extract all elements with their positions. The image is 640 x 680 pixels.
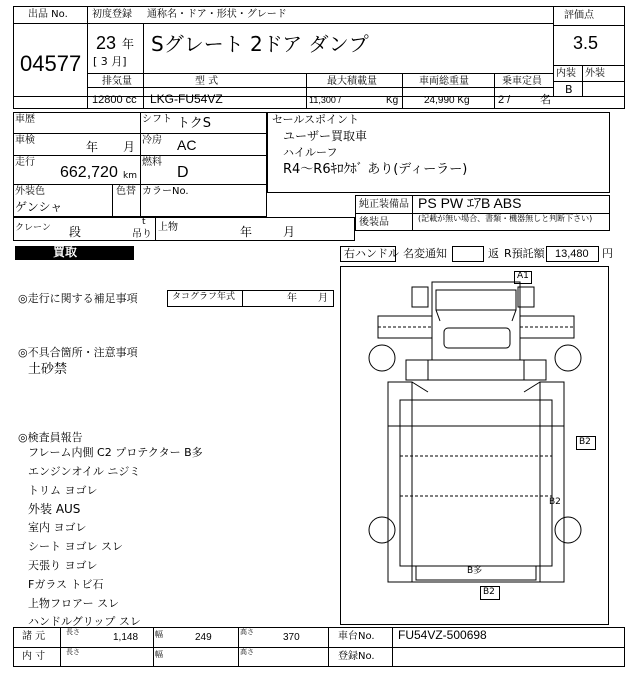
first-reg-year: 23 xyxy=(96,33,117,53)
roof-label: 上物 xyxy=(158,222,178,233)
tacho-month: 月 xyxy=(318,293,328,304)
damage-label-b-many: B多 xyxy=(467,566,483,576)
tacho-year: 年 xyxy=(287,293,297,304)
height-label: 高さ xyxy=(240,628,254,636)
inspector-item: トリム ヨゴレ xyxy=(28,484,98,497)
selling-point-item: ハイルーフ xyxy=(283,146,338,159)
capacity-label: 乗車定員 xyxy=(502,76,542,87)
selling-point-item: ユーザー買取車 xyxy=(283,129,368,143)
tacho-label: タコグラフ年式 xyxy=(172,292,236,302)
max-load-label: 最大積載量 xyxy=(327,76,377,87)
length-label: 長さ xyxy=(66,628,80,636)
inspector-item: フレーム内側 C2 プロテクター B多 xyxy=(28,446,203,459)
capacity-unit: 名 xyxy=(540,93,551,106)
crane-lift-unit: t xyxy=(142,217,146,227)
inspection-month: 月 xyxy=(123,140,136,154)
first-reg-label: 初度登録 xyxy=(92,9,132,20)
crane-stage: 段 xyxy=(69,225,82,239)
displacement-label: 排気量 xyxy=(102,76,132,87)
lot-label: 出品 No. xyxy=(28,9,68,20)
shift-label: シフト xyxy=(142,114,172,125)
displacement: 12800 cc xyxy=(92,94,137,106)
max-load: 11,300 / xyxy=(309,95,341,105)
interior-width-label: 幅 xyxy=(155,650,163,659)
ext-color-value: ゲンシャ xyxy=(15,200,63,214)
fuel-value: D xyxy=(177,164,189,181)
gross-weight-label: 車両総重量 xyxy=(419,76,469,87)
inspector-item: Fガラス トビ石 xyxy=(28,578,104,591)
crane-lift: 吊り xyxy=(132,229,152,240)
length-value: 1,148 xyxy=(113,632,139,643)
model-code-label: 型 式 xyxy=(195,76,219,87)
defect-title: ◎不具合箇所・注意事項 xyxy=(18,346,138,359)
interior-length-label: 長さ xyxy=(66,648,80,656)
mileage-label: 走行 xyxy=(15,157,35,168)
score: 3.5 xyxy=(573,33,599,53)
model-code: LKG-FU54VZ xyxy=(150,92,223,106)
model-info-label: 通称名・ドア・形状・グレード xyxy=(147,9,287,20)
equipment-value: PS PW ｴｱB ABS xyxy=(418,195,522,211)
model-info: Sグレート 2ドア ダンプ xyxy=(151,32,369,56)
interior-grade-label: 内装 xyxy=(556,68,576,79)
inspector-item: ハンドルグリップ スレ xyxy=(28,615,141,628)
width-label: 幅 xyxy=(155,630,163,639)
damage-label-b2-inner: B2 xyxy=(549,497,561,507)
capacity: 2 / xyxy=(498,94,511,106)
purchase-banner-text: 買取 xyxy=(53,245,78,259)
year-unit: 年 xyxy=(122,37,135,51)
equipment-label: 純正装備品 xyxy=(359,199,409,210)
shift-value: トクS xyxy=(177,116,211,131)
inspector-item: シート ヨゴレ スレ xyxy=(28,540,123,553)
plate-return-label: 返 xyxy=(488,247,499,260)
ext-color-label: 外装色 xyxy=(15,186,45,197)
selling-point-item: R4～R6ｷﾛｸﾎﾞ あり(ディーラー) xyxy=(283,162,468,177)
inspector-item: 外装 AUS xyxy=(28,502,81,516)
damage-label-b2-right: B2 xyxy=(579,437,591,447)
inspection-year: 年 xyxy=(86,140,99,154)
post-install-label: 後装品 xyxy=(359,217,389,228)
width-value: 249 xyxy=(195,632,212,643)
damage-label-b2-bottom: B2 xyxy=(483,587,495,597)
inspector-title: ◎検査員報告 xyxy=(18,431,83,444)
name-change-box xyxy=(452,246,484,262)
yen-unit: 円 xyxy=(602,247,613,260)
ac-label: 冷房 xyxy=(142,135,162,146)
chassis-label: 車台No. xyxy=(338,631,375,642)
mileage-unit: km xyxy=(123,171,137,181)
defect-item: 土砂禁 xyxy=(28,362,68,377)
interior-height-label: 高さ xyxy=(240,648,254,656)
exterior-grade-label: 外装 xyxy=(585,68,605,79)
misc-label: 諸 元 xyxy=(22,631,46,642)
post-install-note: (記載が無い場合、書類・機器無しと判断下さい) xyxy=(418,214,593,223)
purchase-banner xyxy=(15,246,134,260)
registration-label: 登録No. xyxy=(338,651,375,662)
fuel-label: 燃料 xyxy=(142,157,162,168)
inspector-item: 天張り ヨゴレ xyxy=(28,559,98,572)
inspector-item: 室内 ヨゴレ xyxy=(28,521,87,534)
lot-number: 04577 xyxy=(20,51,82,76)
gross-weight: 24,990 Kg xyxy=(424,95,470,106)
color-code-label: カラーNo. xyxy=(142,186,189,197)
selling-points-label: セールスポイント xyxy=(272,113,360,126)
interior-grade: B xyxy=(565,83,573,96)
roof-year: 年 xyxy=(240,225,253,239)
height-value: 370 xyxy=(283,632,300,643)
inspector-item: 上物フロアー スレ xyxy=(28,597,120,610)
driving-notes-title: ◎走行に関する補足事項 xyxy=(18,292,138,305)
color-change-label: 色替 xyxy=(116,186,136,197)
name-change-label: 名変通知 xyxy=(403,247,447,260)
max-load-unit: Kg xyxy=(386,95,399,106)
rhd-label: 右ハンドル xyxy=(344,247,399,260)
recall-amount: 13,480 xyxy=(555,248,589,260)
recall-label: R預託額 xyxy=(504,247,545,260)
score-label: 評価点 xyxy=(564,10,594,21)
crane-label: クレーン xyxy=(15,223,51,233)
chassis-value: FU54VZ-500698 xyxy=(398,628,487,642)
crane-row xyxy=(13,217,355,241)
damage-label-a1: A1 xyxy=(517,271,529,281)
ac-value: AC xyxy=(177,137,197,153)
mileage-value: 662,720 xyxy=(60,164,118,181)
inspection-label: 車検 xyxy=(15,135,35,146)
roof-month: 月 xyxy=(283,225,296,239)
inspector-item: エンジンオイル ニジミ xyxy=(28,465,141,478)
first-reg-month: [ 3 月] xyxy=(93,55,127,68)
history-label: 車歴 xyxy=(15,114,35,125)
interior-dims-label: 内 寸 xyxy=(22,651,46,662)
